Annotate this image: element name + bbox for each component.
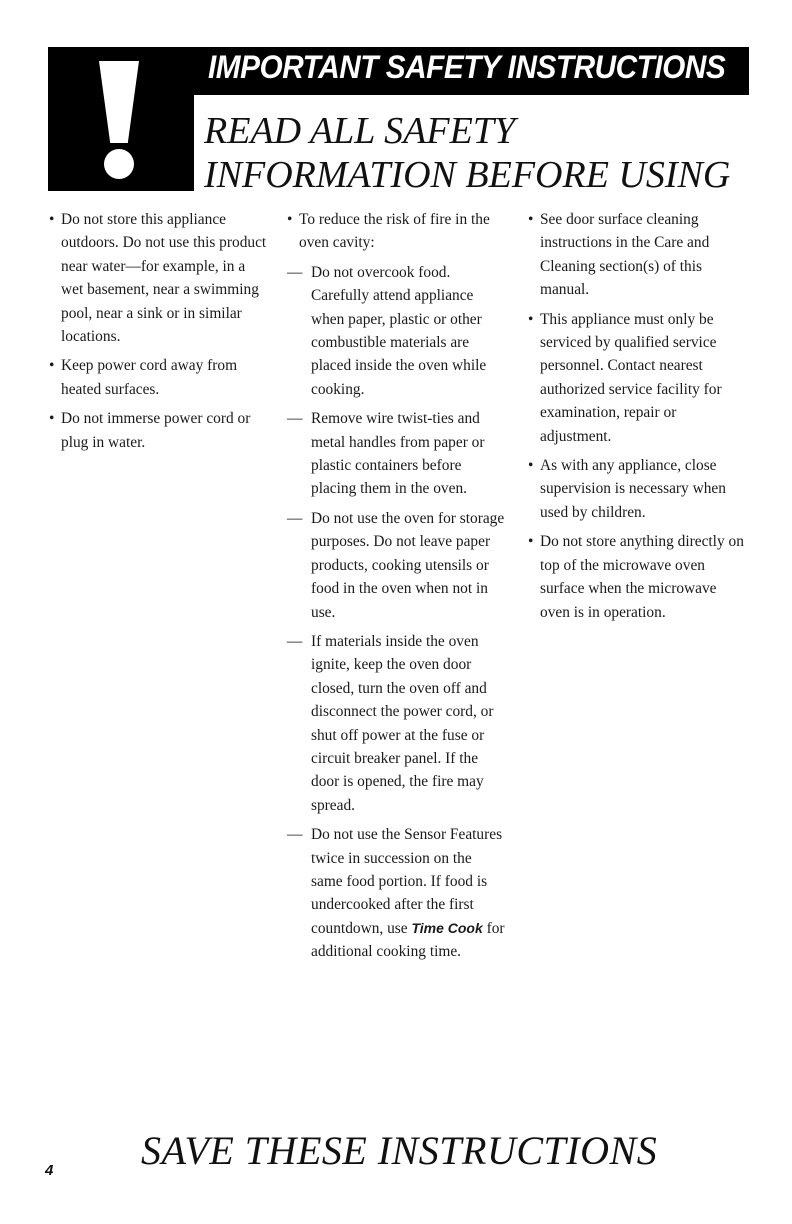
- warning-block: [48, 47, 191, 191]
- list-item: • Do not immerse power cord or plug in water.: [49, 407, 271, 454]
- subtitle-line-2: INFORMATION BEFORE USING: [204, 154, 731, 196]
- sub-list-text: for additional cooking time.: [311, 919, 505, 961]
- title-bar: [191, 47, 749, 95]
- sub-list-item: — Remove wire twist-ties and metal handles from paper or plastic containers before placing them in the oven.: [287, 407, 507, 501]
- safety-header: [48, 47, 746, 196]
- list-item: • To reduce the risk of fire in the oven cavity:: [287, 208, 507, 255]
- sub-list-item: — Do not overcook food. Carefully attend appliance when paper, plastic or other combustible materials are placed inside the oven while cooking.: [287, 261, 507, 401]
- list-item: • Do not store anything directly on top of the microwave oven surface when the microwave oven is in operation.: [528, 530, 750, 624]
- list-item: • Do not store this appliance outdoors. Do not use this product near water—for example, in a wet basement, near a swimming pool, near a sink or in similar locations.: [49, 208, 271, 348]
- sub-list-item: [287, 823, 507, 963]
- list-item: • As with any appliance, close supervision is necessary when used by children.: [528, 454, 750, 524]
- sub-list-text: Do not use the Sensor Features twice in succession on the same food portion. If food is undercooked after the first countdown, use: [311, 826, 503, 937]
- sub-list-item: — Do not use the oven for storage purposes. Do not leave paper products, cooking utensils or food in the oven when not in use.: [287, 507, 507, 624]
- subtitle-line-1: READ ALL SAFETY: [204, 110, 516, 152]
- column-2: [287, 208, 507, 970]
- exclamation-dot-icon: [104, 149, 134, 179]
- time-cook-label: Time Cook: [411, 919, 483, 936]
- list-item: • See door surface cleaning instructions in the Care and Cleaning section(s) of this manual.: [528, 208, 750, 302]
- footer-title: SAVE THESE INSTRUCTIONS: [141, 1128, 658, 1173]
- exclamation-icon: [99, 61, 139, 143]
- list-item: • This appliance must only be serviced by qualified service personnel. Contact nearest authorized service facility for examination, repair or adjustment.: [528, 308, 750, 448]
- column-1: [49, 208, 271, 460]
- page-number: 4: [45, 1162, 54, 1179]
- column-3: [528, 208, 750, 630]
- page-title: IMPORTANT SAFETY INSTRUCTIONS: [208, 49, 726, 85]
- sub-list-item: — If materials inside the oven ignite, keep the oven door closed, turn the oven off and disconnect the power cord, or shut off power at the fuse or circuit breaker panel. If the door is opened, the fire may spread.: [287, 630, 507, 817]
- list-item: • Keep power cord away from heated surfaces.: [49, 354, 271, 401]
- subtitle: [204, 109, 730, 197]
- divider: [191, 95, 194, 191]
